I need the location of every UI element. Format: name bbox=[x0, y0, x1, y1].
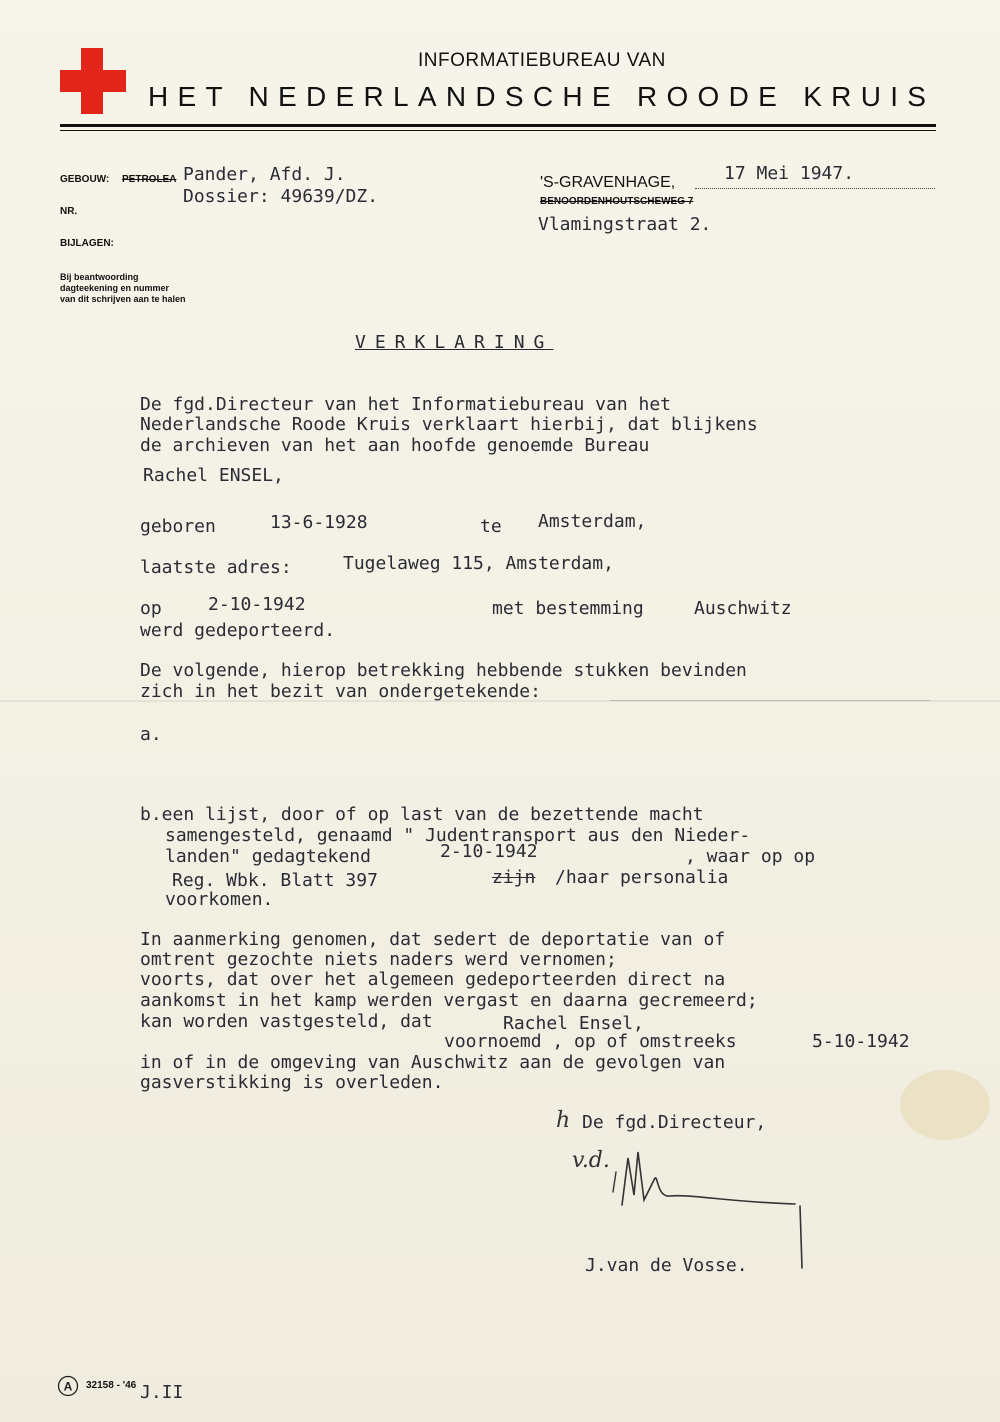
destination-label: met bestemming bbox=[492, 598, 644, 619]
conclusion-line7: in of in de omgeving van Auschwitz aan de gevolgen van bbox=[140, 1052, 726, 1073]
born-label: geboren bbox=[140, 516, 216, 537]
conclusion-name: Rachel Ensel, bbox=[503, 1013, 644, 1034]
destination: Auschwitz bbox=[694, 598, 792, 619]
list-date: 2-10-1942 bbox=[440, 841, 538, 862]
documents-intro-line1: De volgende, hierop betrekking hebbende stukken bevinden bbox=[140, 660, 747, 681]
haar-personalia: /haar personalia bbox=[555, 867, 729, 888]
item-b-line3: landen" gedagtekend bbox=[165, 846, 371, 867]
letter-date: 17 Mei 1947. bbox=[724, 163, 855, 184]
bijlagen-label: BIJLAGEN: bbox=[60, 238, 114, 249]
documents-rule bbox=[610, 700, 930, 701]
letterhead-line1: INFORMATIEBUREAU VAN bbox=[418, 50, 666, 71]
zijn-struck: zijn bbox=[492, 867, 536, 888]
gebouw-label: GEBOUW: bbox=[60, 174, 110, 185]
conclusion-line1: In aanmerking genomen, dat sedert de deportatie van of bbox=[140, 929, 726, 950]
letterhead-rule bbox=[60, 124, 936, 127]
address-label: laatste adres: bbox=[140, 557, 292, 578]
printer-seal-icon bbox=[57, 1375, 79, 1397]
red-cross-logo-bar bbox=[60, 70, 126, 92]
reply-note-line2: dagteekening en nummer bbox=[60, 283, 170, 293]
list-reference: Reg. Wbk. Blatt 397 bbox=[172, 870, 378, 891]
reply-note-line1: Bij beantwoording bbox=[60, 272, 139, 282]
nr-label: NR. bbox=[60, 206, 78, 217]
reference-line2: Dossier: 49639/DZ. bbox=[183, 186, 379, 207]
intro-line2: Nederlandsche Roode Kruis verklaart hierbij, dat blijkens bbox=[140, 414, 758, 435]
born-date: 13-6-1928 bbox=[270, 512, 368, 533]
intro-line1: De fgd.Directeur van het Informatiebureau van het bbox=[140, 394, 672, 415]
item-a: a. bbox=[140, 724, 162, 745]
conclusion-line8: gasverstikking is overleden. bbox=[140, 1072, 444, 1093]
date-dotted-line bbox=[695, 188, 935, 189]
last-address: Tugelaweg 115, Amsterdam, bbox=[343, 553, 614, 574]
op-label: op bbox=[140, 598, 162, 619]
letterhead-rule-thin bbox=[60, 130, 936, 131]
conclusion-line6: voornoemd , op of omstreeks bbox=[444, 1031, 737, 1052]
paper-stain bbox=[900, 1070, 990, 1140]
conclusion-line5: kan worden vastgesteld, dat bbox=[140, 1011, 433, 1032]
person-name: Rachel ENSEL, bbox=[143, 465, 284, 486]
footer-reference: J.II bbox=[140, 1382, 184, 1403]
reply-note-line3: van dit schrijven aan te halen bbox=[60, 294, 186, 304]
seal-letter: A bbox=[63, 1379, 73, 1394]
deportation-date: 2-10-1942 bbox=[208, 594, 306, 615]
documents-intro-line2: zich in het bezit van ondergetekende: bbox=[140, 681, 541, 702]
item-b-line5: voorkomen. bbox=[165, 889, 274, 910]
print-code: 32158 - '46 bbox=[86, 1380, 137, 1391]
item-b-line1: b.een lijst, door of op last van de bezettende macht bbox=[140, 804, 704, 825]
item-b-line2: samengesteld, genaamd " Judentransport aus den Nieder- bbox=[165, 825, 751, 846]
death-date: 5-10-1942 bbox=[812, 1031, 910, 1052]
born-place: Amsterdam, bbox=[538, 511, 647, 532]
place-city: 'S-GRAVENHAGE, bbox=[540, 174, 676, 191]
conclusion-line3: voorts, dat over het algemeen gedeporteerden direct na bbox=[140, 969, 726, 990]
reference-line1: Pander, Afd. J. bbox=[183, 164, 346, 185]
item-b-waar-op: , waar op op bbox=[685, 846, 816, 867]
new-address: Vlamingstraat 2. bbox=[538, 214, 712, 235]
intro-line3: de archieven van het aan hoofde genoemde Bureau bbox=[140, 435, 650, 456]
handwritten-h: h bbox=[556, 1108, 571, 1133]
signature-title: De fgd.Directeur, bbox=[582, 1112, 767, 1133]
deported-label: werd gedeporteerd. bbox=[140, 620, 336, 641]
conclusion-line2: omtrent gezochte niets naders werd vernomen; bbox=[140, 949, 617, 970]
old-address: BENOORDENHOUTSCHEWEG 7 bbox=[540, 196, 694, 207]
conclusion-line4: aankomst in het kamp werden vergast en daarna gecremeerd; bbox=[140, 990, 758, 1011]
signatory-name: J.van de Vosse. bbox=[585, 1255, 748, 1276]
te-label: te bbox=[480, 516, 502, 537]
letterhead-line2: HET NEDERLANDSCHE ROODE KRUIS bbox=[148, 81, 936, 112]
signature-initials: v.d. bbox=[572, 1148, 610, 1173]
gebouw-value: PETROLEA bbox=[122, 174, 177, 185]
document-title: VERKLARING bbox=[355, 332, 554, 353]
